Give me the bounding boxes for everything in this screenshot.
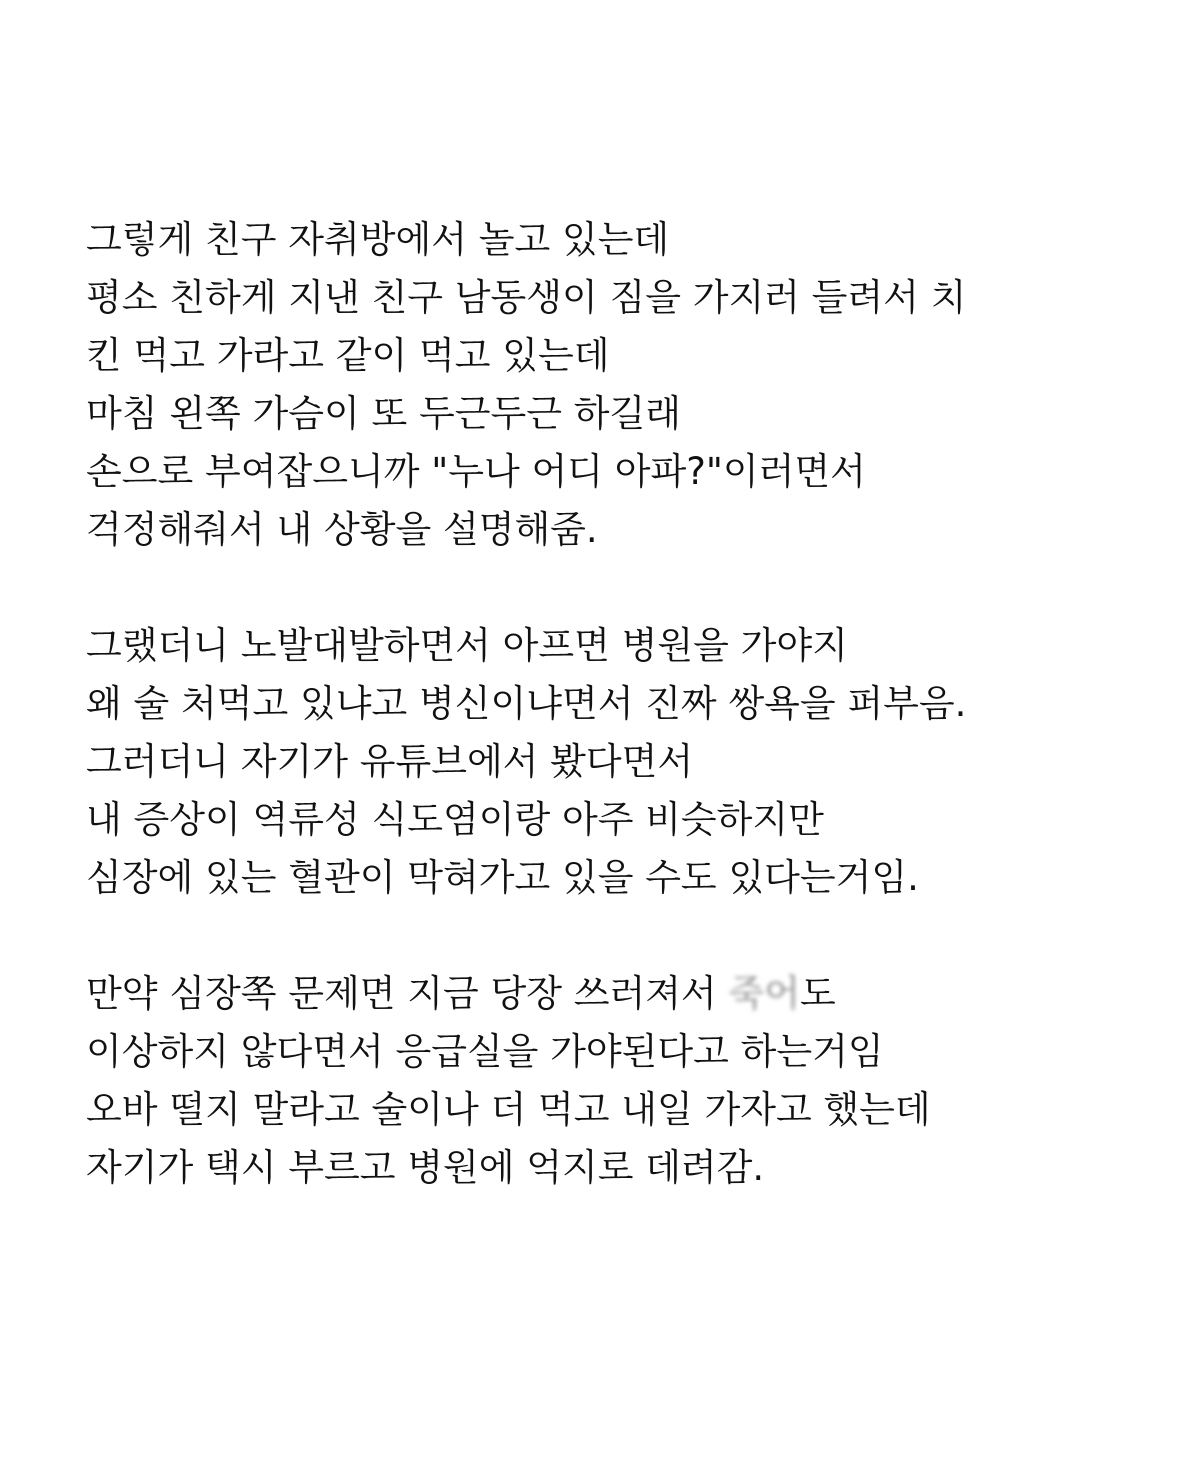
text-line: 그랬더니 노발대발하면서 아프면 병원을 가야지 <box>86 624 848 667</box>
blurred-word: 죽어 <box>728 972 800 1015</box>
text-line: 오바 떨지 말라고 술이나 더 먹고 내일 가자고 했는데 <box>86 1088 931 1131</box>
text-line: 그렇게 친구 자취방에서 놀고 있는데 <box>86 218 670 261</box>
paragraph-1 <box>86 211 1146 559</box>
text-line: 걱정해줘서 내 상황을 설명해줌. <box>86 508 598 551</box>
paragraph-gap <box>86 907 1146 965</box>
text-line: 손으로 부여잡으니까 "누나 어디 아파?"이러면서 <box>86 450 866 493</box>
text-line: 평소 친하게 지낸 친구 남동생이 짐을 가지러 들려서 치 <box>86 276 967 319</box>
paragraph-2 <box>86 617 1146 907</box>
text-line: 내 증상이 역류성 식도염이랑 아주 비슷하지만 <box>86 798 824 841</box>
paragraph-gap <box>86 559 1146 617</box>
note-text-body <box>86 211 1146 1197</box>
text-line: 킨 먹고 가라고 같이 먹고 있는데 <box>86 334 610 377</box>
text-line: 왜 술 처먹고 있냐고 병신이냐면서 진짜 쌍욕을 퍼부음. <box>86 682 967 725</box>
text-line: 자기가 택시 부르고 병원에 억지로 데려감. <box>86 1146 765 1189</box>
text-line: 심장에 있는 혈관이 막혀가고 있을 수도 있다는거임. <box>86 856 919 899</box>
text-line: 그러더니 자기가 유튜브에서 봤다면서 <box>86 740 694 783</box>
paragraph-3 <box>86 965 1146 1197</box>
text-segment: 도 <box>799 972 836 1015</box>
text-line: 이상하지 않다면서 응급실을 가야된다고 하는거임 <box>86 1030 884 1073</box>
text-line: 마침 왼쪽 가슴이 또 두근두근 하길래 <box>86 392 681 435</box>
text-segment: 만약 심장쪽 문제면 지금 당장 쓰러져서 <box>86 972 729 1015</box>
text-line <box>86 965 1146 1023</box>
